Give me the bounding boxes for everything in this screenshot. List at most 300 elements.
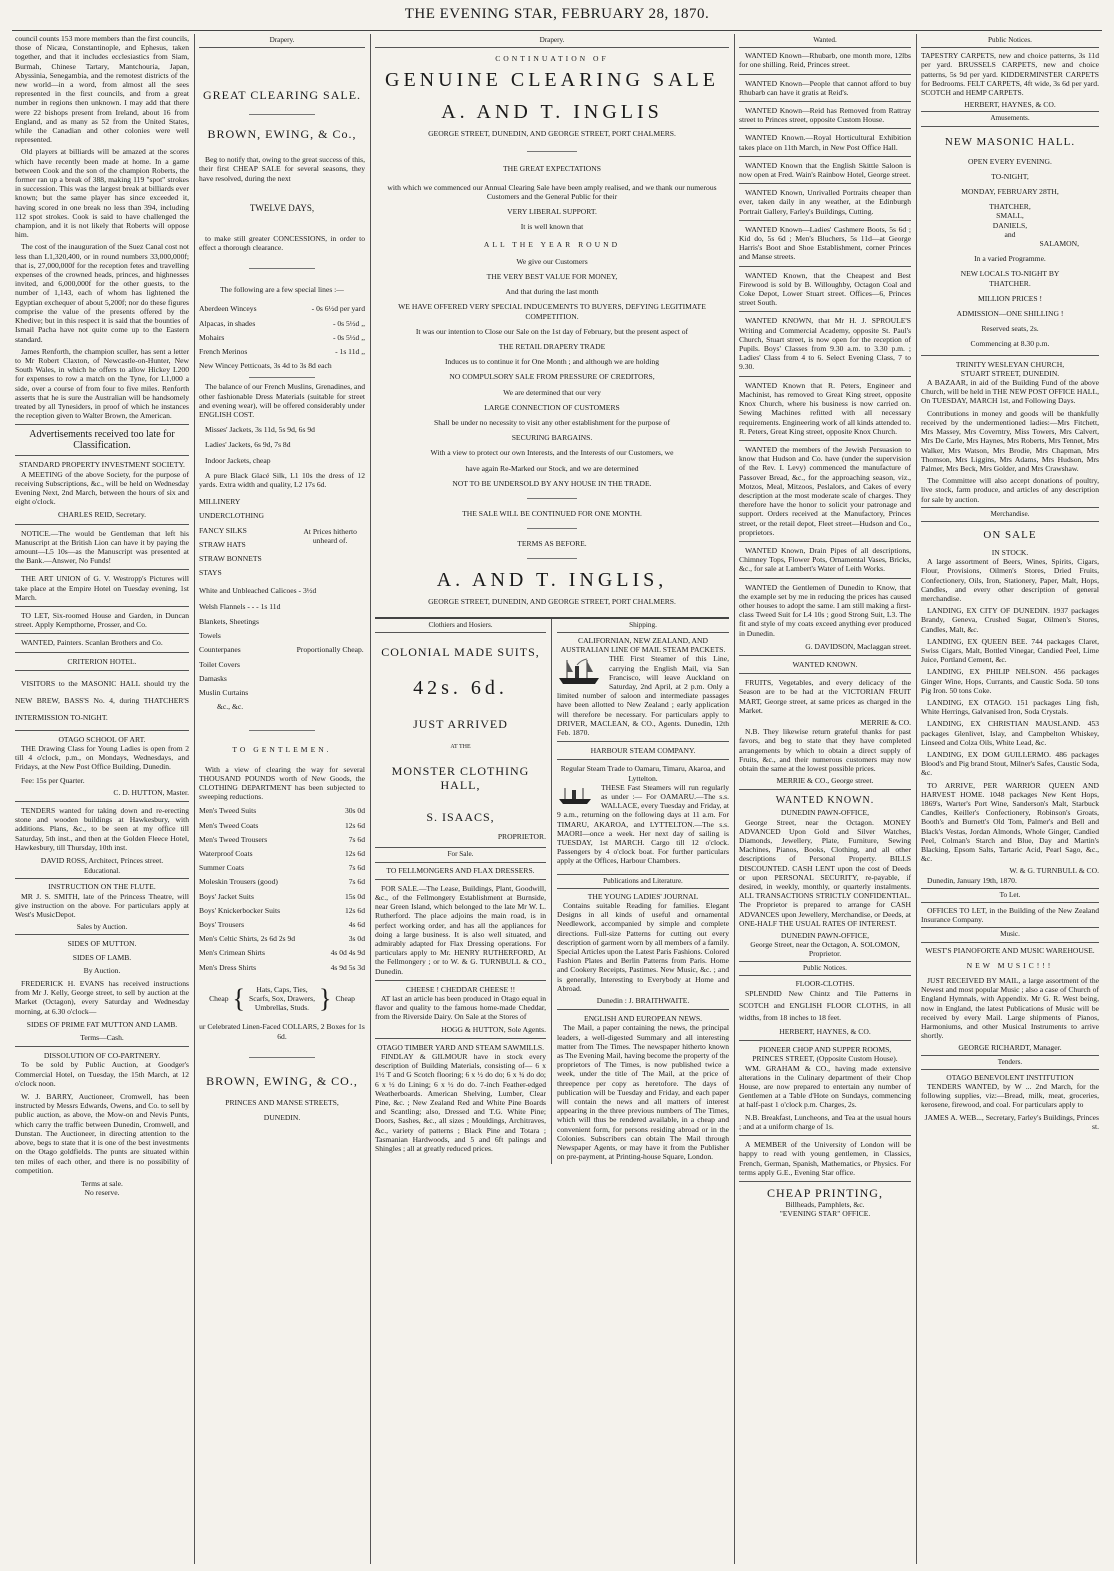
masthead-rule <box>12 30 1102 31</box>
divider <box>15 801 189 802</box>
ad-title: COLONIAL MADE SUITS, <box>381 644 540 659</box>
ad-body: to make still greater CONCESSIONS, in order to effect a thorough clearance. <box>199 233 365 253</box>
ad-title: OTAGO TIMBER YARD AND STEAM SAWMILLS. <box>376 1042 545 1052</box>
ad-subtitle: Billheads, Pamphlets, &c. <box>785 1199 865 1209</box>
divider <box>249 377 315 378</box>
ad-title: OTAGO SCHOOL OF ART. <box>58 734 146 744</box>
ad-title: NEW MUSIC!!! <box>966 960 1054 970</box>
price-row: Mohairs - 0s 5½d ,, <box>199 332 365 342</box>
ad-line: MONDAY, FEBRUARY 28TH, <box>961 187 1059 197</box>
ad-signature: JAMES A. WEB..., Secretary, Farley's Buildings, Princes st. <box>924 1112 1099 1131</box>
ad-body: TAPESTRY CARPETS, new and choice patterns, 3s 11d per yard. BRUSSELS CARPETS, new and choice patterns, 5s 9d per yard. KIDDERMINSTER CARPETS for Bedrooms. FELT CARPETS, 4ft wide, 3s 6d per yard. SCOTCH and HEMP CARPETS. <box>921 51 1099 98</box>
ad-title: TRINITY WESLEYAN CHURCH, <box>955 359 1065 369</box>
ad-body: George Street, near the Octagon. MONEY ADVANCED Upon Gold and Silver Watches, Diamonds, Jewellery, Plate, Furniture, Sewing Machines, Pianos, Books, Clothing, and all other descriptions of Personal Property. BILLS DISCOUNTED. CASH LENT upon the cost of Deeds or upon PERSONAL SECURITY, re-payable, if desired, in weekly, monthly, or quarterly instalments. ALL TRANSACTIONS STRICTLY CONFIDENTIAL. The Proprietor is prepared to arrange for CASH ADVANCES upon Jewellery, Merchandise, or Deeds, at ONE-HALF THE USUAL RATES OF INTEREST. <box>739 817 911 928</box>
section-heading: To Let. <box>921 888 1099 903</box>
wanted-ad: WANTED Known—Rhubarb, one month more, 12lbs for one shilling. Reid, Princes street. <box>739 51 911 70</box>
divider <box>739 156 911 157</box>
ad-date: Dunedin, January 19th, 1870. <box>927 875 1017 885</box>
price-row: Boys' Knickerbocker Suits 12s 6d <box>199 905 365 915</box>
stock-item: Counterpanes <box>199 645 241 655</box>
firm-name: A. AND T. INGLIS, <box>436 569 668 592</box>
landing-item: LANDING, EX CITY OF DUNEDIN. 1937 packages Brandy, Geneva, Crushed Sugar, Oilmen's Stores, Candles, Malt, &c. <box>921 606 1099 634</box>
ad-title: S. ISAACS, <box>426 810 495 825</box>
column-1 <box>12 34 192 1564</box>
wanted-ad: WANTED Known—People that cannot afford to buy Rhubarb can have it gratis at Reid's. <box>739 78 911 97</box>
section-heading: Wanted. <box>739 36 911 48</box>
ad-signature: PROPRIETOR. <box>497 832 546 842</box>
ad-line: It was our intention to Close our Sale on the 1st day of February, but the present aspect of <box>415 326 689 336</box>
divider <box>739 541 911 542</box>
divider <box>557 1009 729 1010</box>
divider <box>527 498 577 499</box>
price-row: Men's Celtic Shirts, 2s 6d 2s 9d 3s 0d <box>199 934 365 944</box>
ad-body: Contains suitable Reading for families. Elegant Designs in all kinds of useful and ornamental Needlework, accompanied by simple and complete directions. Full-size Patterns for cutting out every description of garment worn by all members of a family. Special Articles upon the Latest Paris Fashions. Colored Fashion Plates and Berlin Patterns from Paris. Home and Cookery Receipts, Pastimes. New Music, &c. ; and is generally, Interesting to Everybody at Home and Abroad. <box>557 900 729 993</box>
ad-body: TENDERS wanted for taking down and re-erecting stone and wooden buildings at Hawkesbury, with additions. Plans, &c., to be seen at my office till Saturday, 5th inst., and then at the Golden Fleece Hotel, Hawkesbury, till Thursday, 10th inst. <box>15 806 189 852</box>
section-heading: Public Notices. <box>739 961 911 976</box>
column-divider <box>916 34 917 1564</box>
bracket-item: Scarfs, Sox, Drawers, <box>248 993 315 1003</box>
ad-line: TO-NIGHT, <box>991 171 1029 181</box>
ad-line: have again Re-Marked our Stock, and we are determined <box>465 463 639 473</box>
clothing-price-list <box>199 804 365 974</box>
ad-line: We are determined that our very <box>503 387 601 397</box>
ad-body: Indoor Jackets, cheap <box>205 455 271 465</box>
divider <box>15 606 189 607</box>
section-heading: Drapery. <box>375 36 729 48</box>
ad-body: With a view of clearing the way for several THOUSAND POUNDS worth of New Goods, the CLOTHING DEPARTMENT has been subjected to sweeping reductions. <box>199 764 365 802</box>
ad-line: In a varied Programme. <box>974 254 1046 264</box>
ad-subtitle: Regular Steam Trade to Oamaru, Timaru, Akaroa, and Lyttelton. <box>560 764 726 783</box>
cheap-bracket <box>199 985 365 1013</box>
price-line: Welsh Flannels - - - 1s 11d <box>199 601 281 611</box>
section-heading: Public Notices. <box>921 36 1099 48</box>
ad-line: ADMISSION—ONE SHILLING ! <box>956 309 1064 319</box>
stock-item: STAYS <box>199 568 222 578</box>
divider <box>375 1038 546 1039</box>
ad-line: ALL THE YEAR ROUND <box>483 239 621 249</box>
ad-subtitle: IN STOCK. <box>991 547 1029 557</box>
ad-body: Ladies' Jackets, 6s 9d, 7s 8d <box>205 440 291 450</box>
ad-subtitle: AT THE <box>450 743 471 750</box>
firm-address: PRINCES AND MANSE STREETS, <box>225 1097 339 1107</box>
ad-title: SIDES OF LAMB. <box>72 952 132 962</box>
ad-line: TERMS AS BEFORE. <box>517 539 587 549</box>
wanted-ad: WANTED Known that the English Skittle Saloon is now open at Fred. Wain's Rainbow Hotel, George street. <box>739 160 911 180</box>
stock-item: &c., &c. <box>217 702 244 712</box>
ad-title: MONSTER CLOTHING HALL, <box>391 764 530 793</box>
ad-title: CRITERION HOTEL. <box>67 656 137 666</box>
ad-line: THE GREAT EXPECTATIONS <box>503 163 601 173</box>
divider <box>557 741 729 742</box>
ad-body: The following are a few special lines :— <box>220 285 344 295</box>
ad-signature: George Street, near the Octagon, A. SOLOMON, Proprietor. <box>750 940 900 959</box>
ad-body: A BAZAAR, in aid of the Building Fund of the above Church, will be held in THE NEW POST OFFICE HALL, On TUESDAY, MARCH 1st, and Following Days. <box>921 378 1099 406</box>
performer: SMALL, <box>996 211 1024 221</box>
column-4 <box>736 34 914 1564</box>
divider <box>249 730 315 731</box>
ad-subtitle: Terms at sale. <box>81 1178 123 1188</box>
ad-body: N.B. Breakfast, Luncheons, and Tea at the usual hours ; and at a uniform charge of 1s. <box>739 1112 911 1131</box>
divider <box>739 183 911 184</box>
ad-line: And that during the last month <box>505 287 599 297</box>
price-row: French Merinos - 1s 11d ,, <box>199 347 365 357</box>
ad-line: with which we commenced our Annual Clearing Sale have been amply realised, and we thank our numerous Customers and the General Public for their <box>387 182 717 202</box>
ad-title: HARBOUR STEAM COMPANY. <box>590 746 696 756</box>
performer: DANIELS, <box>992 220 1028 230</box>
ad-body: Beg to notify that, owing to the great success of this, their first CHEAP SALE for several seasons, they have resolved, during the next <box>199 155 365 183</box>
ad-body: A large assortment of Beers, Wines, Spirits, Cigars, Flour, Provisions, Oilmen's Stores, Dried Fruits, Confectionery, Oils, Iron, Stationery, Paper, Malt, Hops, Candles, and every other description of general merchandise. <box>921 557 1099 603</box>
divider <box>739 578 911 579</box>
column-2 <box>196 34 368 1564</box>
ad-body: Misses' Jackets, 3s 11d, 5s 9d, 6s 9d <box>205 425 315 435</box>
ad-body: The Mail, a paper containing the news, the principal leaders, a well-digested Summary and all interesting matter from The Times. The newspaper hitherto known as The Evening Mail, having become the property of the proprietors of The Times, is now published twice a week, under the title of The Mail, at the price of threepence per copy as heretofore. The days of publication will be Tuesday and Friday, and each paper will contain the news and all matters of interest appearing in the three previous numbers of The Times, which will thus be rendered available, in a cheap and convenient form, for persons residing abroad or in the Colonies. Subscribers can obtain The Mail through Newspaper Agents, or may have it from the Publisher on pre-payment, at Printing-house Square, London. <box>557 1023 729 1162</box>
ad-title: WANTED KNOWN. <box>792 659 858 669</box>
ad-line: OPEN EVERY EVENING. <box>968 156 1052 166</box>
article-paragraph: The cost of the inauguration of the Suez Canal cost not less than L1,320,400, or in round numbers 33,000,000f; that is, 27,000,000f for the reception fetes and travelling expenses of the crowned heads, princes, and highnesses invited, and 6,000,000f for the other guests, to the number of 1,143, each of whom has lightened the Egyptian exchequer of about 5,200f; nor do these figures comprise the value of the presents offered by the Khedive; but in this respect it is said that the bounties of Ismail Pacha have not quite come up to the Eastern standard. <box>15 242 189 344</box>
ad-line: It is well known that <box>520 222 584 232</box>
divider <box>15 569 189 570</box>
ad-signature: G. DAVIDSON, Maclaggan street. <box>805 641 911 651</box>
wanted-ad: WANTED KNOWN, that Mr H. J. SPROULE'S Writing and Commercial Academy, opposite St. Paul's Church, Stuart street, is now open for the reception of Pupils. Boys' Classes from 9.30 a.m. to 3.30 p.m. ; Ladies' Class from 4 to 6. Select Evening Class, 7 to 9.30. <box>739 316 911 372</box>
divider <box>739 74 911 75</box>
price-row: Men's Tweed Trousers 7s 6d <box>199 834 365 844</box>
venue-title: NEW MASONIC HALL. <box>944 135 1076 148</box>
wanted-ad: WANTED Known, Unrivalled Portraits cheaper than ever, taken daily in any weather, at the Edinburgh Portrait Gallery, Farley's Buildings, Cutting. <box>739 188 911 216</box>
divider <box>15 652 189 653</box>
firm-name: BROWN, EWING, & CO., <box>206 1073 358 1088</box>
section-heading: Drapery. <box>199 36 365 48</box>
ad-body: NOTICE.—The would be Gentleman that left his Manuscript at the British Lion can have it by paying the amount—L5 10s—as the Manuscript was presented at the Bank.—Answer, No Funds! <box>15 528 189 566</box>
stock-group <box>199 497 365 582</box>
firm-address: GEORGE STREET, DUNEDIN, AND GEORGE STREET, PORT CHALMERS. <box>428 129 676 139</box>
ad-title: DUNEDIN PAWN-OFFICE, <box>780 931 870 941</box>
divider <box>739 101 911 102</box>
divider <box>15 730 189 731</box>
price-row: Men's Dress Shirts 4s 9d 5s 3d <box>199 962 365 972</box>
stock-note: At Prices hitherto unheard of. <box>303 527 357 546</box>
divider <box>375 980 546 981</box>
wanted-ad: WANTED Known that R. Peters, Engineer and Machinist, has removed to Great King street, opposite Knox Church, where his business is now carried on. Sewing Machines refitted with all necessary requirements. Engineering work of all kinds attended to. R. Peters, Great King street, opposite Knox Church. <box>739 380 911 436</box>
steamer-icon <box>557 785 593 805</box>
stock-item: Toilet Covers <box>199 659 241 669</box>
stock-group <box>199 617 365 716</box>
wanted-ad: WANTED Known.—Royal Horticultural Exhibition takes place on 11th March, in New Post Office Hall. <box>739 133 911 152</box>
landing-item: LANDING, EX DOM GUILLERMO. 486 packages Blood's and Pig brand Stout, Milner's Safes, Caustic Soda, &c. <box>921 749 1099 778</box>
performer: SALAMON, <box>1039 239 1079 249</box>
ad-line: NOT TO BE UNDERSOLD BY ANY HOUSE IN THE TRADE. <box>452 478 652 488</box>
column-divider <box>370 34 371 1564</box>
ad-signature: HERBERT, HAYNES, & CO. <box>779 1027 871 1037</box>
ad-subtitle: STUART STREET, DUNEDIN. <box>960 368 1060 378</box>
ad-subtitle: "EVENING STAR" OFFICE. <box>779 1209 871 1219</box>
ad-body: THE ART UNION of G. V. Westropp's Pictures will take place at the Empire Hotel on Tuesday evening, 1st March. <box>15 574 189 602</box>
divider <box>249 114 315 115</box>
ad-title: SIDES OF PRIME FAT MUTTON AND LAMB. <box>26 1019 178 1029</box>
price-row: Summer Coats 7s 6d <box>199 863 365 873</box>
ad-title: WANTED KNOWN. <box>775 795 875 807</box>
column-3 <box>372 34 732 1564</box>
divider <box>739 1181 911 1182</box>
divider <box>527 528 577 529</box>
section-heading: Sales by Auction. <box>15 923 189 935</box>
ad-title: CHEAP PRINTING, <box>767 1185 883 1200</box>
ad-line: VERY LIBERAL SUPPORT. <box>507 207 597 217</box>
ad-body: SPLENDID New Chintz and Tile Patterns in SCOTCH and ENGLISH FLOOR CLOTHS, in all widths, from 18 inches to 18 feet. <box>739 989 911 1023</box>
section-heading: For Sale. <box>375 847 546 862</box>
ad-line: THE RETAIL DRAPERY TRADE <box>498 342 606 352</box>
price-row: Men's Tweed Coats 12s 6d <box>199 820 365 830</box>
price-line: White and Unbleached Calicoes - 3½d <box>199 586 317 596</box>
ad-body: Contributions in money and goods will be thankfully received by the undermentioned ladies:—Mrs Fitchett, Mrs Massey, Mrs Coverntry, Miss Towers, Mrs Calvert, Mrs De Carle, Mrs Haynes, Mrs Roberts, Mrs Tennet, Mrs Walker, Mrs Watson, Mrs Brodie, Mrs Chapman, Mrs Thomson, Mrs Liggins, Mrs Adams, Mrs Hudson, Mrs Palmer, Mrs Beck, Mrs Golder, and Mrs Crawshaw. <box>921 408 1099 473</box>
ad-line: NO COMPULSORY SALE FROM PRESSURE OF CREDITORS, <box>449 372 655 382</box>
divider <box>15 633 189 634</box>
price-row: New Wincey Petticoats, 3s 4d to 3s 8d each <box>199 361 332 371</box>
ad-body: VISITORS to the MASONIC HALL should try the NEW BREW, BASS'S No. 4, during THATCHER'S INTERMISSION TO-NIGHT. <box>15 678 189 722</box>
ad-signature: C. D. HUTTON, Master. <box>113 787 189 797</box>
sale-title: GENUINE CLEARING SALE <box>385 69 719 92</box>
price-row: Boys' Jacket Suits 15s 0d <box>199 891 365 901</box>
ad-signature: HERBERT, HAYNES, & CO. <box>964 100 1056 110</box>
lower-right <box>552 619 729 1165</box>
wanted-ad: WANTED Known, that the Cheapest and Best Firewood is sold by B. Willoughby, Octagon Coal and Coke Depot, Lower Stuart street. Offices—6, Princes street South. <box>739 270 911 308</box>
section-heading: Publications and Literature. <box>557 874 729 889</box>
ad-title: FLOOR-CLOTHS. <box>795 978 855 988</box>
brace-icon: { <box>232 983 245 1013</box>
divider <box>739 789 911 790</box>
ad-subtitle: Terms—Cash. <box>80 1033 124 1043</box>
ad-line: With a view to protect our own Interests, and the Interests of our Customers, we <box>430 448 674 458</box>
ad-title: STANDARD PROPERTY INVESTMENT SOCIETY. <box>19 460 185 470</box>
wanted-ad: WANTED Known, Drain Pipes of all descriptions, Chimney Tops, Flower Pots, Ornamental Vases, Bricks, &c., for sale at Lambert's Water of Leith Works. <box>739 545 911 574</box>
ad-title: CHEESE ! CHEDDAR CHEESE !! <box>405 984 516 994</box>
divider <box>15 455 189 456</box>
ad-signature: W. & G. TURNBULL & CO. <box>1009 866 1099 876</box>
performer: THATCHER, <box>989 202 1031 212</box>
ad-body: TO LET, Six-roomed House and Garden, in Duncan street. Apply Kempthorne, Prosser, and Co. <box>15 610 189 630</box>
late-ads-heading: Advertisements received too late for Classification. <box>29 429 175 452</box>
firm-address: GEORGE STREET, DUNEDIN, AND GEORGE STREET, PORT CHALMERS. <box>428 597 676 607</box>
column-divider <box>734 34 735 1564</box>
ad-signature: GEORGE RICHARDT, Manager. <box>958 1043 1062 1053</box>
divider <box>739 1040 911 1041</box>
landing-item: TO ARRIVE, PER WARRIOR QUEEN AND HARVEST HOME. 1048 packages New Kent Hops, 1869's, Warter's Port Wine, Sanderson's Malt, Starbuck Candles, Keiller's Confectionery, Robinson's Groats, Booth's and Burnett's Old Tom, Palmer's and Bell and Black's Vestas, Jordan Almonds, Whole Ginger, Candied Peel, Colman's Starch and Blue, Day and Martin's Blacking, Epsom Salts, Tartaric Acid, Pearl Sago, &c., &c. <box>921 780 1099 864</box>
price-row: Men's Crimean Shirts 4s 0d 4s 9d <box>199 948 365 958</box>
ad-line: WE HAVE OFFERED VERY SPECIAL INDUCEMENTS TO BUYERS, DEFYING LEGITIMATE COMPETITION. <box>398 302 706 321</box>
landing-item: LANDING, EX PHILIP NELSON. 456 packages Ginger Wine, Hops, Currants, and Caustic Soda. 50 tons Pig Iron. 50 tons Coke. <box>921 667 1099 695</box>
stock-item: STRAW BONNETS <box>199 554 262 564</box>
divider <box>249 1057 315 1058</box>
section-heading: Merchandise. <box>921 507 1099 522</box>
ad-body: FREDERICK H. EVANS has received instructions from Mr J. Kelly, George street, to sell by auction at the Market (Octagon), every Saturday and Wednesday morning, at 6.30 o'clock— <box>15 979 189 1016</box>
divider <box>739 655 911 656</box>
section-heading: Shipping. <box>557 621 729 633</box>
landing-item: LANDING, EX CHRISTIAN MAUSLAND. 453 packages Glenlivet, Islay, and Campbelton Whiskey, Linseed and Colza Oils, White Lead, &c. <box>921 719 1099 747</box>
landing-item: LANDING, EX QUEEN BEE. 744 packages Claret, Swiss Cigars, Malt, Bottled Vinegar, Candied Peel, Lime Juice, Portland Cement, &c. <box>921 636 1099 665</box>
ad-title: TO FELLMONGERS AND FLAX DRESSERS. <box>386 865 535 875</box>
article-paragraph: James Renforth, the champion sculler, has sent a letter to Mr Robert Claxton, of Newcastle-on-Hunter, New South Wales, in which he offers to allow Hickey L200 for expenses to row a match on the Tyne, for L1,000 a side, over a course of from four to five miles. Renforth asserts that he is sure the Australian will be handsomely treated by all Tynesiders, in proof of which he instances the reception given to Walter Brown, the American. <box>15 346 189 421</box>
ad-signature: MERRIE & CO., George street. <box>776 776 874 786</box>
stock-note: Proportionally Cheap. <box>296 644 364 654</box>
masthead: THE EVENING STAR, FEBRUARY 28, 1870. <box>404 6 710 22</box>
stock-item: Towels <box>199 631 221 641</box>
ad-title: DUNEDIN PAWN-OFFICE, <box>780 808 870 818</box>
ad-title: WEST'S PIANOFORTE AND MUSIC WAREHOUSE. <box>925 945 1095 955</box>
ad-line: Induces us to continue it for One Month ; and although we are holding <box>444 357 660 367</box>
divider <box>739 266 911 267</box>
divider <box>527 151 577 152</box>
ad-body: THE First Steamer of this Line, carrying the English Mail, via San Francisco, will leave Auckland on Saturday, 2nd April, at 2 p.m. Only a limited number of saloon and intermediate passages have been allotted to New Zealand ; early application will therefore be necessary. For particulars apply to DRIVER, MACLEAN, & CO., Agents. Dunedin, 12th Feb. 1870. <box>557 654 729 737</box>
divider <box>739 128 911 129</box>
stock-item: Blankets, Sheetings <box>199 616 259 626</box>
price-row: Moleskin Trousers (good) 7s 6d <box>199 877 365 887</box>
ad-highlight: TWELVE DAYS, <box>249 202 315 213</box>
bracket-label: Cheap <box>335 993 355 1003</box>
ad-price: 42s. 6d. <box>413 676 508 699</box>
price-row: Aberdeen Winceys - 0s 6½d per yard <box>199 304 365 314</box>
divider <box>375 879 546 880</box>
price-row: Men's Tweed Suits 30s 0d <box>199 806 365 816</box>
ad-line: THE VERY BEST VALUE FOR MONEY, <box>486 272 618 282</box>
firm-name: BROWN, EWING, & Co., <box>207 127 357 142</box>
bracket-label: Cheap <box>209 993 229 1003</box>
ad-title: DISSOLUTION OF CO-PARTNERY. <box>43 1051 161 1061</box>
ad-body: Fee: 15s per Quarter. <box>21 775 85 785</box>
ad-title: CALIFORNIAN, NEW ZEALAND, AND AUSTRALIAN LINE OF MAIL STEAM PACKETS. <box>560 635 726 655</box>
ad-body: W. J. BARRY, Auctioneer, Cromwell, has been instructed by Messrs Edwards, Owens, and Co. to sell by public auction, as above, the Mow-on and Nevis Punts, which carry the traffic between Dunedin, Cromwell, and Dunstan. The Auctioneer, in directing attention to the above, begs to state that it is one of the best investments on the Otago goldfields. The punts are situated within ten miles of each other, and there is no possibility of competition. <box>15 1092 189 1175</box>
divider <box>527 558 577 559</box>
section-heading: Educational. <box>15 867 189 879</box>
ad-subtitle: PRINCES STREET, (Opposite Custom House). <box>752 1054 898 1064</box>
ad-title: SIDES OF MUTTON. <box>67 939 137 949</box>
stock-item: FANCY SILKS <box>199 525 247 535</box>
ad-body: WANTED, Painters. Scanlan Brothers and Co. <box>21 638 163 648</box>
sale-title: GREAT CLEARING SALE. <box>202 88 362 103</box>
ad-signature: MERRIE & CO. <box>860 717 911 727</box>
stock-item: Damasks <box>199 673 227 683</box>
firm-city: DUNEDIN. <box>263 1112 301 1122</box>
ad-signature: CHARLES REID, Secretary. <box>57 510 147 520</box>
ad-body: AT last an article has been produced in Otago equal in flavor and quality to the famous home-made Cheddar, from the Riverside Dairy. On Sale at the Stores of <box>375 993 546 1022</box>
ad-signature: HOGG & HUTTON, Sole Agents. <box>441 1024 546 1034</box>
stock-item: MILLINERY <box>199 497 241 507</box>
ad-line: Shall be under no necessity to visit any other establishment for the purpose of <box>434 418 670 428</box>
ad-subtitle: By Auction. <box>83 965 121 975</box>
ad-body: THE Drawing Class for Young Ladies is open from 2 till 4 o'clock, p.m., on Mondays, Wednesdays, and Fridays, at the New Post Office Building, Dunedin. <box>15 743 189 772</box>
lower-left <box>375 619 552 1165</box>
ad-body: THESE Fast Steamers will run regularly as under :— For OAMARU.—The s.s. WALLACE, every Tuesday and Friday, at 9 a.m., returning on the following days at 11 a.m. For TIMARU, AKAROA, and LYTTELTON.—The s.s. MAORI—once a week. Her next day of sailing is TUESDAY, 1st MARCH. Cargo till 12 o'clock. Passengers by 4 o'clock boat. For further particulars apply at the Offices, Harbour Chambers. <box>557 782 729 866</box>
ad-title: JUST ARRIVED <box>413 716 508 731</box>
ad-line: NEW LOCALS TO-NIGHT BY THATCHER. <box>960 269 1060 288</box>
price-row: Boys' Trousers 4s 6d <box>199 919 365 929</box>
article-paragraph: Old players at billiards will be amazed at the scores which have recently been made at home. In a game between Cook and the son of the champion Roberts, the former ran up a break of 388, making 119 "spot" strokes in succession. This was the largest break at billiards ever known; but the same player has since exceeded it, having scored in one break no less than 394, including 112 spot strokes. Cook is said to have challenged the champion, and it is not likely that Roberts will oppose him. <box>15 147 189 240</box>
brace-icon: } <box>319 983 332 1013</box>
divider <box>739 673 911 674</box>
wanted-ad: WANTED Known—Reid has Removed from Rattray street to Princes street, opposite Custom House. <box>739 106 911 125</box>
landing-item: LANDING, EX OTAGO. 151 packages Ling fish, White Herrings, Galvanised Iron, Soda Crystals. <box>921 697 1099 717</box>
ad-body: N.B. They likewise return grateful thanks for past favors, and beg to state that they have completed arrangements by which to obtain a direct supply of Fruits, &c., and their numerous customers may now obtain the same at the lowest possible prices. <box>739 727 911 773</box>
column-5 <box>918 34 1102 1564</box>
bracket-item: Umbrellas, Studs. <box>254 1003 310 1013</box>
divider <box>557 759 729 760</box>
divider <box>739 376 911 377</box>
ad-body: A pure Black Glacé Silk, L1 10s the dress of 12 yards. Extra width and quality, L2 17s 6d. <box>199 470 365 490</box>
price-row: Alpacas, in shades - 0s 5½d ,, <box>199 318 365 328</box>
ad-body: A MEMBER of the University of London will be happy to read with young gentlemen, in Classics, French, German, Spanish, Mathematics, or Physics. For terms apply G.E., Evening Star office. <box>739 1140 911 1177</box>
ad-body: The Committee will also accept donations of poultry, live stock, farm produce, and articles of any description for sale by auction. <box>921 476 1099 504</box>
divider <box>15 1046 189 1047</box>
ad-body: FOR SALE.—The Lease, Buildings, Plant, Goodwill, &c., of the Fellmongery Establishment at Burnside, near Green Island, which belonged to the late Mr W. L. Rutherford. The place adjoins the main road, is in perfect working order, and has all the appliances for doing a large business. It is also well situated, and admirably adapted for Flax Dressing operations. For particulars apply to Mr. HENRY RUTHERFORD, At the Fellmongery ; or to W. & G. TURNBULL & CO., Dunedin. <box>375 883 546 976</box>
ad-line: MILLION PRICES ! <box>977 293 1043 303</box>
section-heading: Clothiers and Hosiers. <box>375 621 546 633</box>
ad-body: OFFICES TO LET, in the Building of the New Zealand Insurance Company. <box>921 906 1099 925</box>
ad-body: MR J. S. SMITH, late of the Princess Theatre, will give instruction on the above. For particulars apply at West's MusicDepot. <box>15 891 189 920</box>
lower-split <box>375 619 729 1165</box>
stock-item: UNDERCLOTHING <box>199 511 264 521</box>
stock-item: STRAW HATS <box>199 539 246 549</box>
ad-body: The balance of our French Muslins, Grenadines, and other fashionable Dress Materials (suitable for street and evening wear), will be offered considerably under ENGLISH COST. <box>199 382 365 420</box>
section-heading: Music. <box>921 927 1099 942</box>
divider <box>921 355 1099 356</box>
divider <box>249 268 315 269</box>
ad-title: ON SALE <box>983 528 1037 541</box>
ad-subtitle: No reserve. <box>84 1188 120 1198</box>
divider <box>739 220 911 221</box>
stock-item: Muslin Curtains <box>199 687 249 697</box>
ad-title: PIONEER CHOP AND SUPPER ROOMS, <box>758 1045 892 1055</box>
divider <box>15 424 189 425</box>
ad-body: FINDLAY & GILMOUR have in stock every description of Building Materials, consisting of— 6 x 1½ T and G Scotch flooring; 6 x ½ do do; 6 x ¾ do do; 6 x ½ do Lining; 6 x ½ do do. 7-inch Feather-edged Weatherboards. American Shelving, Lumber, Clear Pine, &c. ; New Zealand Red and White Pine Boards and Scantling; also, Dressed and T.G. White Pine; Doors, Sashes, &c., all sizes ; Mouldings, Architraves, &c., variety of patterns ; Black Pine and Totara ; Tasmanian Hardwoods, and 5 and 6ft palings and Shingles ; all at greatly reduced prices. <box>375 1051 546 1153</box>
firm-name: A. AND T. INGLIS <box>441 101 663 124</box>
steamship-icon <box>557 656 601 686</box>
ad-title: TO GENTLEMEN. <box>232 745 332 755</box>
bracket-item: Hats, Caps, Ties, <box>256 984 308 994</box>
performer: and <box>1004 229 1016 239</box>
ad-body: To be sold by Public Auction, at Goodger's Commercial Hotel, on Tuesday, the 15th March, at 12 o'clock noon. <box>15 1060 189 1088</box>
divider <box>739 440 911 441</box>
ad-body: JUST RECEIVED BY MAIL, a large assortment of the Newest and most popular Music ; also a case of Church of England Hymnals, with Appendix. Mr G. R. West being, now in England, the latest Publications of Music will be received by every Mail. Large shipments of Pianos, Harmoniums, and other Musical Instruments to arrive shortly. <box>921 976 1099 1041</box>
price-row: Waterproof Coats 12s 6d <box>199 848 365 858</box>
ad-body: WM. GRAHAM & CO., having made extensive alterations in the Culinary department of their Chop House, are now prepared to entertain any number of Gentlemen at a Table d'Hote on Sundays, commencing at half-past 1 o'clock p.m. Charges, 2s. <box>739 1063 911 1110</box>
ad-line: Commencing at 8.30 p.m. <box>970 339 1050 349</box>
section-heading: Tenders. <box>921 1055 1099 1070</box>
ad-line: SECURING BARGAINS. <box>511 433 593 443</box>
column-divider <box>194 34 195 1564</box>
divider <box>739 311 911 312</box>
divider <box>15 670 189 671</box>
ad-title: THE YOUNG LADIES' JOURNAL <box>587 891 699 901</box>
divider <box>739 1135 911 1136</box>
wanted-ad: WANTED the members of the Jewish Persuasion to know that Hudson and Co. have (under the supervision of the Rev. I. Levy) commenced the manufacture of Passover Bread, &c., for the approaching season, viz., Motzos, Meal, Mitzoos, Peslalors, and Cakes of every description at the most moderate scale of charges. They therefore have the honor to solicit your patronage and support. Orders received at the Manufactory, Princes street, or the retail depot, Fleet street—Hudson and Co., proprietors. <box>739 444 911 537</box>
ad-title: ENGLISH AND EUROPEAN NEWS. <box>583 1014 703 1024</box>
ad-signature: Dunedin : J. BRAITHWAITE. <box>596 996 690 1005</box>
ad-body: ur Celebrated Linen-Faced COLLARS, 2 Boxes for 1s 6d. <box>199 1022 365 1041</box>
ad-title: OTAGO BENEVOLENT INSTITUTION <box>946 1072 1074 1082</box>
ad-signature: DAVID ROSS, Architect, Princes street. <box>40 856 164 866</box>
price-list <box>199 302 365 373</box>
ad-line: We give our Customers <box>516 256 588 266</box>
divider <box>15 524 189 525</box>
ad-body: A MEETING of the above Society, for the purpose of receiving Subscriptions, &c., will be held on Wednesday Evening Next, 2nd March, between the hours of six and eight o'clock. <box>15 469 189 507</box>
ad-body: FRUITS, Vegetables, and every delicacy of the Season are to be had at the VICTORIAN FRUIT MART, George street, at same prices as charged in the Market. <box>739 678 911 715</box>
wanted-ad: WANTED Known—Ladies' Cashmere Boots, 5s 6d ; Kid do, 5s 6d ; Men's Bluchers, 5s 11d—at George Harris's Boot and Shoe Establishment, corner Princes and Manse streets. <box>739 224 911 262</box>
article-paragraph: council counts 153 more members than the first councils, those of Nicæa, Constantinople, and Ephesus, taken together, and that it includes ecclesiastics from Siam, Burmah, Chinese Tartary, Mantchouria, Japan, Abyssinia, Senegambia, and the remotest districts of the new world—in a word, from almost all the sees represented in the first councils, and from a great number in regions then unknown. I may add that there were 22 bishops present from Ireland, about 16 from England, and as many as 52 from the United States, while the Canadian and other colonies were well represented. <box>15 34 189 145</box>
ad-body: TENDERS WANTED, by W ... 2nd March, for the following supplies, viz:—Bread, milk, meat, groceries, kerosene, firewood, and coal. For particulars apply to <box>921 1082 1099 1110</box>
ad-line: THE SALE WILL BE CONTINUED FOR ONE MONTH. <box>462 509 642 519</box>
ad-subtitle: CONTINUATION OF <box>495 54 609 64</box>
wanted-ad: WANTED the Gentlemen of Dunedin to Know, that the example set by me in reducing the prices has caused other houses to adopt the same. I am still making a first-class Tweed Suit for L4 10s ; good Strong Suit, L3. The fit and style of my coats exceed anything ever produced in Dunedin. <box>739 582 911 638</box>
ad-line: Reserved seats, 2s. <box>981 324 1039 334</box>
ad-title: INSTRUCTION ON THE FLUTE. <box>48 882 156 892</box>
